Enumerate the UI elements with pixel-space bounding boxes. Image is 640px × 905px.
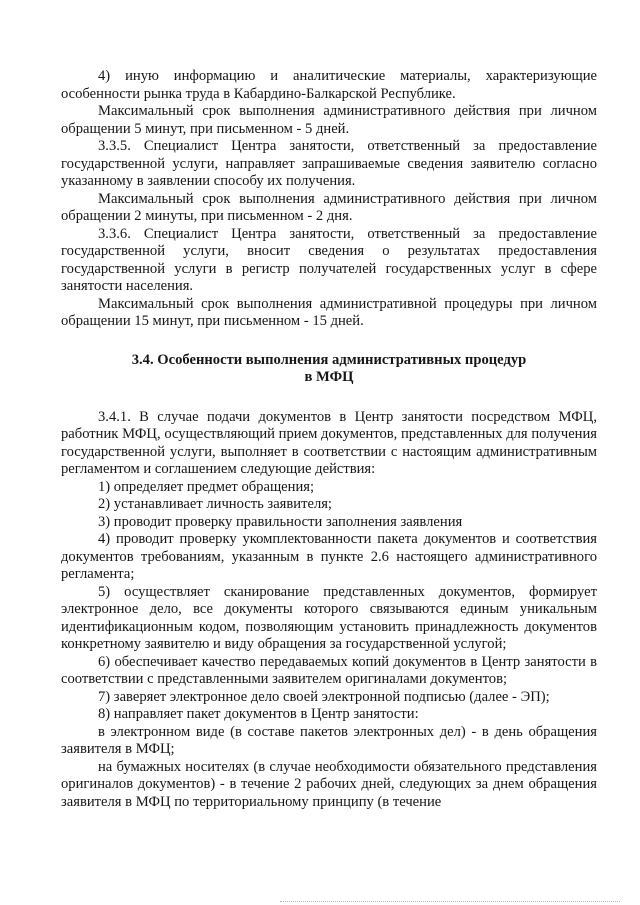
- list-item-1: 1) определяет предмет обращения;: [98, 478, 315, 495]
- spacer: [61, 387, 597, 409]
- section-heading-line-1: 3.4. Особенности выполнения административных процедур: [131, 351, 527, 368]
- list-item-6: 6) обеспечивает качество передаваемых копий документов в Центр занятости в соответствии с представленными заявителем оригиналами документов;: [61, 653, 597, 687]
- paragraph-item-4-info: 4) иную информацию и аналитические материалы, характеризующие особенности рынка труда в Кабардино-Балкарской Республике.: [61, 68, 597, 102]
- scan-edge-line: [280, 901, 620, 903]
- list-item-8: 8) направляет пакет документов в Центр занятости:: [98, 706, 419, 722]
- list-item-2: 2) устанавливает личность заявителя;: [98, 496, 332, 512]
- list-item-4: 4) проводит проверку укомплектованности пакета документов и соответствия документов требованиям, указанным в пункте 2.6 настоящего административного регламента;: [61, 531, 597, 582]
- paragraph-electronic-form: в электронном виде (в составе пакетов электронных дел) - в день обращения заявителя в МФЦ;: [61, 723, 597, 757]
- paragraph-3-3-6: 3.3.6. Специалист Центра занятости, ответственный за предоставление государственной услуги, вносит сведения о результатах предоставления государственной услуги в регистр получателей государственных услуг в сфере занятости населения.: [61, 225, 597, 294]
- section-heading-line-2: в МФЦ: [304, 369, 354, 385]
- list-item-7: 7) заверяет электронное дело своей электронной подписью (далее - ЭП);: [98, 688, 550, 705]
- paragraph-time-limit-5: Максимальный срок выполнения административного действия при личном обращении 5 минут, при письменном - 5 дней.: [61, 103, 597, 137]
- paragraph-3-4-1: 3.4.1. В случае подачи документов в Центр занятости посредством МФЦ, работник МФЦ, осуществляющий прием документов, представленных для получения государственной услуги, выполняет в соответствии с настоящим административным регламентом и соглашением следующие действия:: [61, 408, 597, 477]
- list-item-3: 3) проводит проверку правильности заполнения заявления: [98, 513, 463, 530]
- section-heading-3-4: [61, 352, 597, 387]
- paragraph-3-3-5: 3.3.5. Специалист Центра занятости, ответственный за предоставление государственной услуги, направляет запрашиваемые сведения заявителю согласно указанному в заявлении способу их получения.: [61, 138, 597, 189]
- list-item-5: 5) осуществляет сканирование представленных документов, формирует электронное дело, все документы которого связываются единым уникальным идентификационным кодом, позволяющим установить принадлежность документов конкретному заявителю и виду обращения за государственной услугой;: [61, 583, 597, 652]
- paragraph-time-limit-15: Максимальный срок выполнения административной процедуры при личном обращении 15 минут, при письменном - 15 дней.: [61, 295, 597, 329]
- paragraph-time-limit-2: Максимальный срок выполнения административного действия при личном обращении 2 минуты, при письменном - 2 дня.: [61, 190, 597, 224]
- document-body: [61, 68, 597, 811]
- paragraph-paper-form: на бумажных носителях (в случае необходимости обязательного представления оригиналов документов) - в течение 2 рабочих дней, следующих за днем обращения заявителя в МФЦ по территориальному принципу (в течение: [61, 758, 597, 810]
- spacer: [61, 331, 597, 352]
